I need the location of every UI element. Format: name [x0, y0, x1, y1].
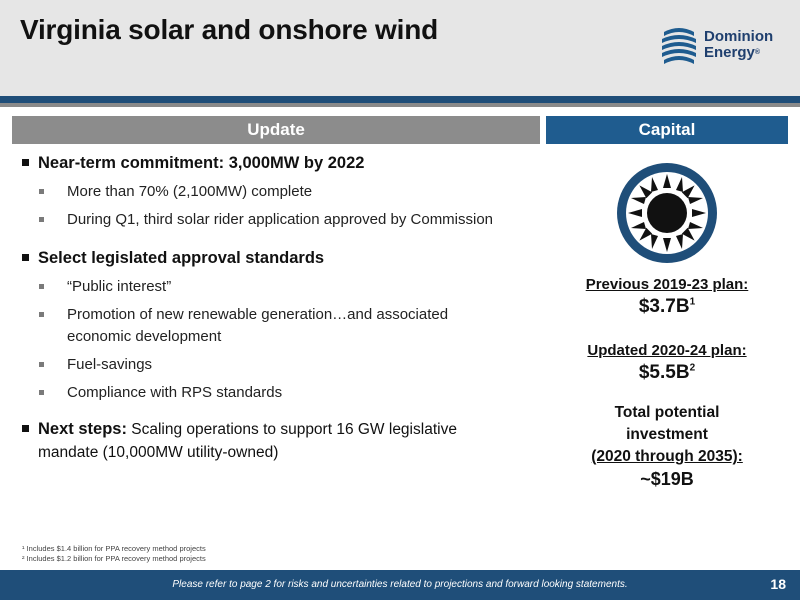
- footnote-2: ² Includes $1.2 billion for PPA recovery method projects: [22, 554, 206, 563]
- footer-bar: [0, 570, 800, 600]
- sub-bullet: [22, 209, 542, 231]
- sub-bullet: [22, 181, 542, 203]
- page-title: Virginia solar and onshore wind: [20, 14, 439, 45]
- sub-bullet: [22, 276, 542, 298]
- page-number: 18: [770, 576, 786, 592]
- bullet-label: Next steps:: [38, 420, 127, 438]
- bullet-square-icon: [22, 254, 29, 261]
- sub-bullet: [22, 354, 542, 376]
- sub-bullet-square-icon: [39, 284, 44, 289]
- capital-section-header: Capital: [546, 116, 788, 144]
- sub-bullet-text: Promotion of new renewable generation…and associated economic development: [67, 306, 449, 345]
- total-line2: investment: [626, 426, 708, 443]
- bullet-label: Near-term commitment: 3,000MW by 2022: [38, 154, 365, 172]
- updated-plan-amount: $5.5B: [638, 362, 690, 383]
- footnote-ref-2: 2: [689, 362, 696, 374]
- disclaimer-text: Please refer to page 2 for risks and uncertainties related to projections and forward looking statements.: [172, 579, 628, 590]
- sub-bullet-text: “Public interest”: [67, 278, 172, 295]
- update-content: [22, 152, 542, 464]
- sub-bullet-text: Compliance with RPS standards: [67, 384, 283, 401]
- bullet-square-icon: [22, 425, 29, 432]
- dominion-logo-icon: [660, 26, 698, 66]
- sub-bullet-text: Fuel-savings: [67, 356, 153, 373]
- update-section-header: Update: [12, 116, 540, 144]
- bullet-square-icon: [22, 159, 29, 166]
- sub-bullet-square-icon: [39, 362, 44, 367]
- total-line1: Total potential: [614, 404, 720, 421]
- total-line3: (2020 through 2035):: [591, 448, 743, 465]
- header-divider-gray: [0, 103, 800, 107]
- logo-line2: Energy: [704, 44, 755, 61]
- sub-bullet-text: More than 70% (2,100MW) complete: [67, 183, 313, 200]
- bullet-next-steps: [22, 418, 542, 464]
- sub-bullet: [22, 304, 542, 348]
- total-value: ~$19B: [640, 469, 694, 489]
- logo-wordmark: [704, 29, 773, 61]
- sun-icon: [612, 158, 722, 268]
- bullet-approval-standards: [22, 247, 542, 269]
- sub-bullet-square-icon: [39, 189, 44, 194]
- sub-bullet: [22, 382, 542, 404]
- bullet-near-term: [22, 152, 542, 174]
- footnote-ref-1: 1: [689, 296, 696, 308]
- logo-line1: Dominion: [704, 28, 774, 45]
- header-bar: [0, 0, 800, 96]
- updated-plan-value: [546, 362, 788, 384]
- previous-plan-amount: $3.7B: [638, 296, 690, 317]
- sub-bullet-text: During Q1, third solar rider application approved by Commission: [67, 211, 494, 228]
- header-divider-blue: [0, 96, 800, 103]
- footnotes: [22, 544, 206, 564]
- total-investment: [546, 402, 788, 490]
- sub-bullet-square-icon: [39, 217, 44, 222]
- bullet-label: Select legislated approval standards: [38, 249, 325, 267]
- previous-plan-value: [546, 296, 788, 318]
- company-logo: [660, 26, 790, 70]
- footnote-1: ¹ Includes $1.4 billion for PPA recovery method projects: [22, 544, 206, 553]
- logo-reg: ®: [754, 49, 761, 56]
- previous-plan-label: Previous 2019-23 plan:: [585, 276, 749, 293]
- sub-bullet-square-icon: [39, 390, 44, 395]
- sub-bullet-square-icon: [39, 312, 44, 317]
- updated-plan-label: Updated 2020-24 plan:: [587, 342, 747, 359]
- bullet-text: Scaling operations to support 16 GW legislative mandate (10,000MW utility-owned): [38, 421, 457, 461]
